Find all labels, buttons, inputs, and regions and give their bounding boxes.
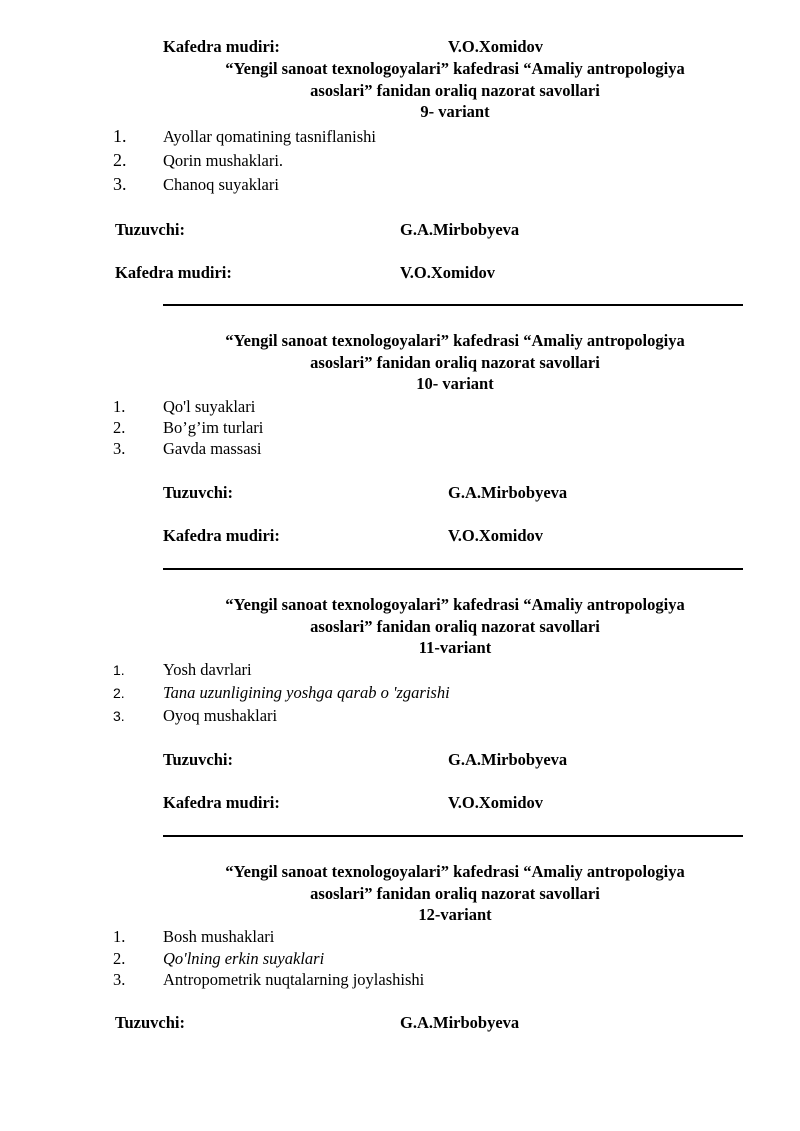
list-item-text: Bo’g’im turlari bbox=[163, 418, 264, 437]
head-of-department-label: Kafedra mudiri: bbox=[115, 263, 232, 282]
section-title-line2: asoslari” fanidan oraliq nazorat savollari bbox=[310, 353, 600, 372]
variant-number: 10- variant bbox=[416, 374, 494, 393]
list-item-text: Qo'lning erkin suyaklari bbox=[163, 949, 325, 968]
section-divider bbox=[163, 568, 743, 570]
list-item-text: Qo'l suyaklari bbox=[163, 397, 256, 416]
head-of-department-name: V.O.Xomidov bbox=[400, 263, 496, 282]
list-item-text: Qorin mushaklari. bbox=[163, 151, 284, 170]
list-item-text: Antropometrik nuqtalarning joylashishi bbox=[163, 970, 425, 989]
variant-number: 9- variant bbox=[420, 102, 490, 121]
list-item-number: 1. bbox=[113, 927, 126, 946]
compiler-name: G.A.Mirbobyeva bbox=[448, 750, 568, 769]
list-item-number: 3. bbox=[113, 439, 126, 458]
head-of-department-label: Kafedra mudiri: bbox=[163, 526, 280, 545]
section-title-line1: “Yengil sanoat texnologoyalari” kafedrasi “Amaliy antropologiya bbox=[225, 862, 685, 881]
head-of-department-name: V.O.Xomidov bbox=[448, 793, 544, 812]
section-title-line1: “Yengil sanoat texnologoyalari” kafedrasi “Amaliy antropologiya bbox=[225, 331, 685, 350]
list-item-text: Tana uzunligining yoshga qarab o 'zgarishi bbox=[163, 683, 450, 702]
list-item-number: 3. bbox=[113, 970, 126, 989]
compiler-name: G.A.Mirbobyeva bbox=[400, 220, 520, 239]
list-item-number: 2. bbox=[113, 418, 126, 437]
compiler-label: Tuzuvchi: bbox=[163, 483, 233, 502]
compiler-label: Tuzuvchi: bbox=[115, 220, 185, 239]
section-title-line2: asoslari” fanidan oraliq nazorat savollari bbox=[310, 81, 600, 100]
section-title-line1: “Yengil sanoat texnologoyalari” kafedrasi “Amaliy antropologiya bbox=[225, 595, 685, 614]
section-title-line2: asoslari” fanidan oraliq nazorat savollari bbox=[310, 617, 600, 636]
list-item-number: 2. bbox=[113, 150, 127, 170]
variant-number: 11-variant bbox=[418, 638, 492, 657]
list-item-number: 1. bbox=[113, 397, 126, 416]
list-item-number: 1. bbox=[113, 662, 125, 678]
compiler-label: Tuzuvchi: bbox=[163, 750, 233, 769]
top-sign-name: V.O.Xomidov bbox=[448, 37, 544, 56]
section-title-line2: asoslari” fanidan oraliq nazorat savollari bbox=[310, 884, 600, 903]
list-item-number: 3. bbox=[113, 708, 125, 724]
list-item-number: 2. bbox=[113, 685, 125, 701]
section-divider bbox=[163, 835, 743, 837]
list-item-text: Oyoq mushaklari bbox=[163, 706, 278, 725]
compiler-label: Tuzuvchi: bbox=[115, 1013, 185, 1032]
head-of-department-label: Kafedra mudiri: bbox=[163, 793, 280, 812]
variant-number: 12-variant bbox=[418, 905, 492, 924]
section-divider bbox=[163, 304, 743, 306]
list-item-number: 2. bbox=[113, 949, 126, 968]
list-item-text: Chanoq suyaklari bbox=[163, 175, 279, 194]
list-item-number: 1. bbox=[113, 126, 127, 146]
list-item-number: 3. bbox=[113, 174, 127, 194]
compiler-name: G.A.Mirbobyeva bbox=[400, 1013, 520, 1032]
head-of-department-name: V.O.Xomidov bbox=[448, 526, 544, 545]
list-item-text: Bosh mushaklari bbox=[163, 927, 275, 946]
section-title-line1: “Yengil sanoat texnologoyalari” kafedrasi “Amaliy antropologiya bbox=[225, 59, 685, 78]
top-sign-label: Kafedra mudiri: bbox=[163, 37, 280, 56]
list-item-text: Gavda massasi bbox=[163, 439, 262, 458]
list-item-text: Ayollar qomatining tasniflanishi bbox=[163, 127, 376, 146]
compiler-name: G.A.Mirbobyeva bbox=[448, 483, 568, 502]
list-item-text: Yosh davrlari bbox=[163, 660, 252, 679]
